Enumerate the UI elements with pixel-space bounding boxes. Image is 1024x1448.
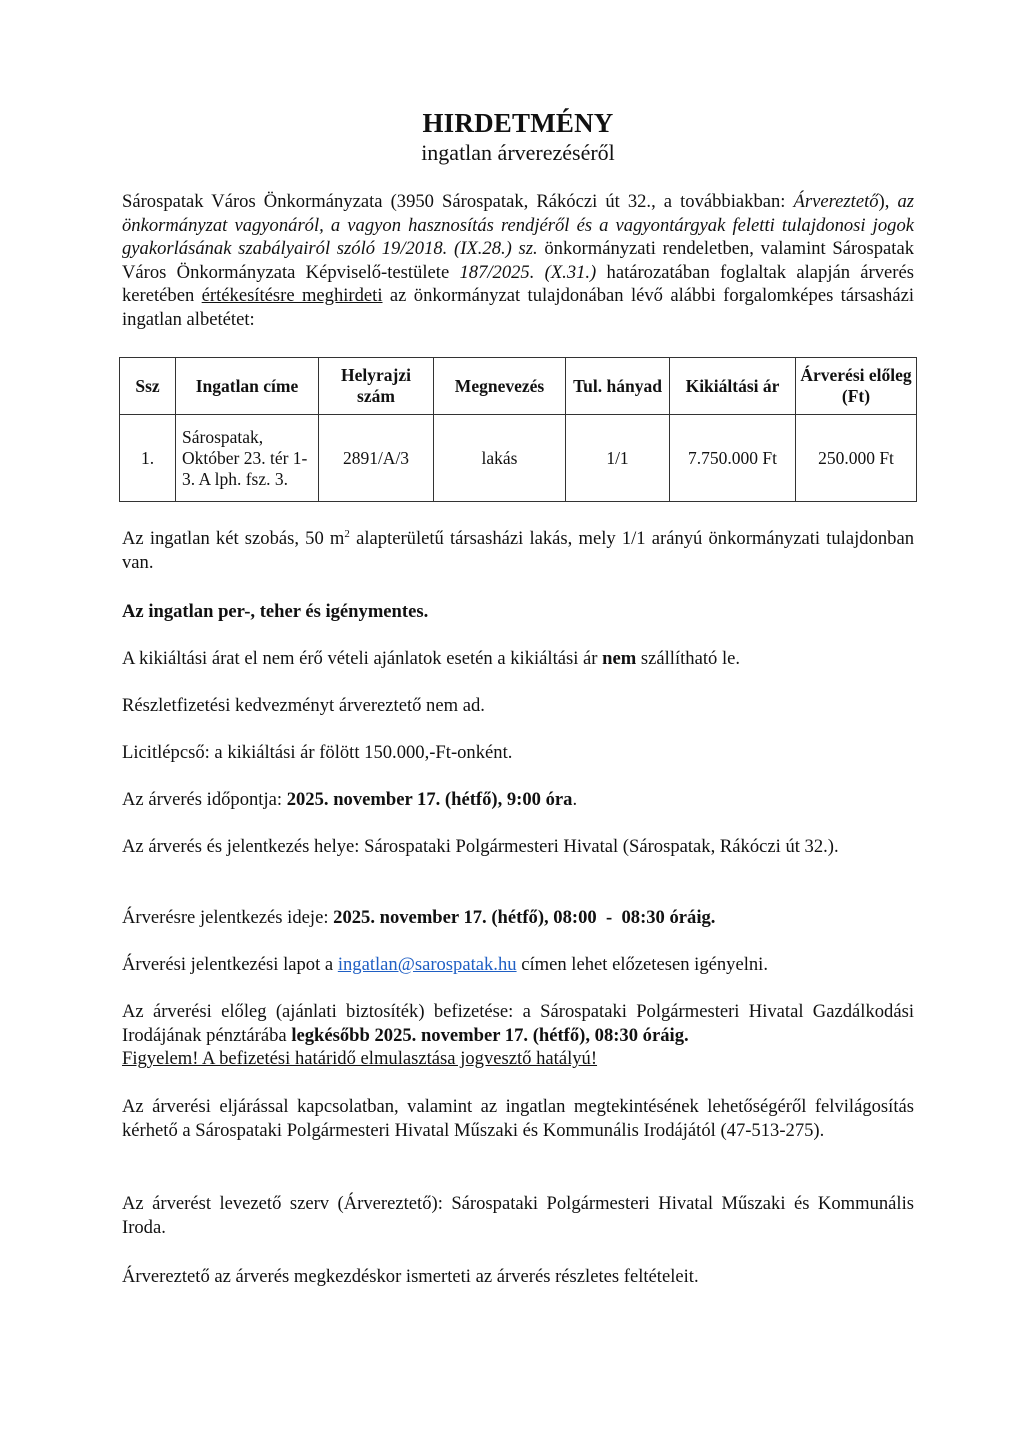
- info-paragraph: Az árverési eljárással kapcsolatban, valamint az ingatlan megtekintésének lehetőségéről felvilágosítás kérhető a Sárospataki Polgármesteri Hivatal Műszaki és Kommunális Irodájától (47-513-275).: [122, 1096, 914, 1141]
- header-price: Kikiáltási ár: [670, 358, 796, 415]
- price-note-text: A kikiáltási árat el nem érő vételi ajánlatok esetén a kikiáltási ár: [122, 648, 603, 669]
- deposit-warning: Figyelem! A befizetési határidő elmulasztása jogvesztő hatályú!: [122, 1048, 598, 1070]
- intro-paragraph: [122, 190, 914, 332]
- table-header-row: [120, 358, 917, 415]
- deposit-payment-text: Az árverési előleg (ajánlati biztosíték) befizetése: a Sárospataki Polgármesteri Hivatal Gazdálkodási Irodájának pénztárába: [122, 1001, 914, 1046]
- price-note: [122, 647, 914, 671]
- document-title: HIRDETMÉNY: [422, 108, 614, 138]
- cell-share: 1/1: [566, 415, 670, 502]
- description-text: Az ingatlan két szobás, 50 m: [122, 528, 345, 549]
- header-ssz: Ssz: [120, 358, 176, 415]
- auction-time: [122, 788, 914, 812]
- closing-paragraph: Árvereztető az árverés megkezdéskor ismerteti az árverés részletes feltételeit.: [122, 1266, 699, 1287]
- auction-place: Az árverés és jelentkezés helye: Sárospataki Polgármesteri Hivatal (Sárospatak, Rákóczi út 32.).: [122, 836, 839, 857]
- property-table: [119, 357, 917, 502]
- registration-form-text: címen lehet előzetesen igényelni.: [516, 954, 768, 975]
- intro-text: határozatában foglaltak alapján árverés keretében: [122, 261, 914, 307]
- header-deposit: Árverési előleg (Ft): [796, 358, 917, 415]
- organizer-paragraph: Az árverést levezető szerv (Árvereztető): Sárospataki Polgármesteri Hivatal Műszaki és Kommunális Iroda.: [122, 1193, 914, 1238]
- registration-time: [122, 906, 914, 930]
- auction-time-end: .: [572, 789, 578, 810]
- bid-step-note: Licitlépcső: a kikiáltási ár fölött 150.000,-Ft-onként.: [122, 742, 513, 763]
- cell-price: 7.750.000 Ft: [670, 415, 796, 502]
- header-type: Megnevezés: [434, 358, 566, 415]
- superscript: 2: [344, 527, 350, 540]
- deposit-payment-paragraph: [122, 1000, 914, 1071]
- intro-italic-term: Árvereztető: [793, 191, 879, 212]
- intro-text: az önkormányzat tulajdonában lévő alábbi forgalomképes társasházi ingatlan albetétet:: [122, 285, 914, 330]
- price-note-emphasis: nem: [602, 648, 637, 669]
- cell-deposit: 250.000 Ft: [796, 415, 917, 502]
- auction-time-value: 2025. november 17. (hétfő), 9:00 óra: [286, 789, 573, 810]
- deposit-deadline: legkésőbb 2025. november 17. (hétfő), 08:30 óráig.: [291, 1024, 689, 1046]
- intro-text: ),: [878, 191, 898, 212]
- auction-time-label: Az árverés időpontja:: [122, 789, 287, 810]
- document-subtitle: ingatlan árverezéséről: [421, 140, 615, 165]
- installment-note: Részletfizetési kedvezményt árvereztető nem ad.: [122, 695, 485, 716]
- description-text: alapterületű társasházi lakás, mely 1/1 arányú önkormányzati tulajdonban van.: [122, 528, 914, 573]
- intro-underlined-phrase: értékesítésre meghirdeti: [201, 285, 383, 307]
- email-link[interactable]: ingatlan@sarospatak.hu: [337, 954, 517, 975]
- intro-italic-resolution: 187/2025. (X.31.): [459, 261, 597, 283]
- description-paragraph: [122, 527, 914, 574]
- header-address: Ingatlan címe: [176, 358, 319, 415]
- registration-form-note: [122, 953, 914, 977]
- header-share: Tul. hányad: [566, 358, 670, 415]
- header-hrsz: Helyrajzi szám: [319, 358, 434, 415]
- cell-type: lakás: [434, 415, 566, 502]
- registration-form-text: Árverési jelentkezési lapot a: [122, 954, 338, 975]
- intro-text: önkormányzati rendeletben, valamint Sárospatak Város Önkormányzata Képviselő-testülete: [122, 238, 914, 283]
- cell-hrsz: 2891/A/3: [319, 415, 434, 502]
- intro-text: Sárospatak Város Önkormányzata (3950 Sárospatak, Rákóczi út 32., a továbbiakban:: [122, 191, 794, 212]
- registration-time-label: Árverésre jelentkezés ideje:: [122, 907, 334, 928]
- cell-address: Sárospatak, Október 23. tér 1-3. A lph. fsz. 3.: [176, 415, 319, 502]
- intro-italic-regulation: az önkormányzat vagyonáról, a vagyon hasznosítás rendjéről és a vagyontárgyak feletti tulajdonosi jogok gyakorlásának szabályairól szóló 19/2018. (IX.28.) sz.: [122, 191, 914, 260]
- table-row: [120, 415, 917, 502]
- encumbrance-statement: Az ingatlan per-, teher és igénymentes.: [122, 601, 429, 622]
- registration-time-value: 2025. november 17. (hétfő), 08:00 - 08:30 óráig.: [333, 907, 716, 928]
- price-note-text: szállítható le.: [636, 648, 741, 669]
- cell-ssz: 1.: [120, 415, 176, 502]
